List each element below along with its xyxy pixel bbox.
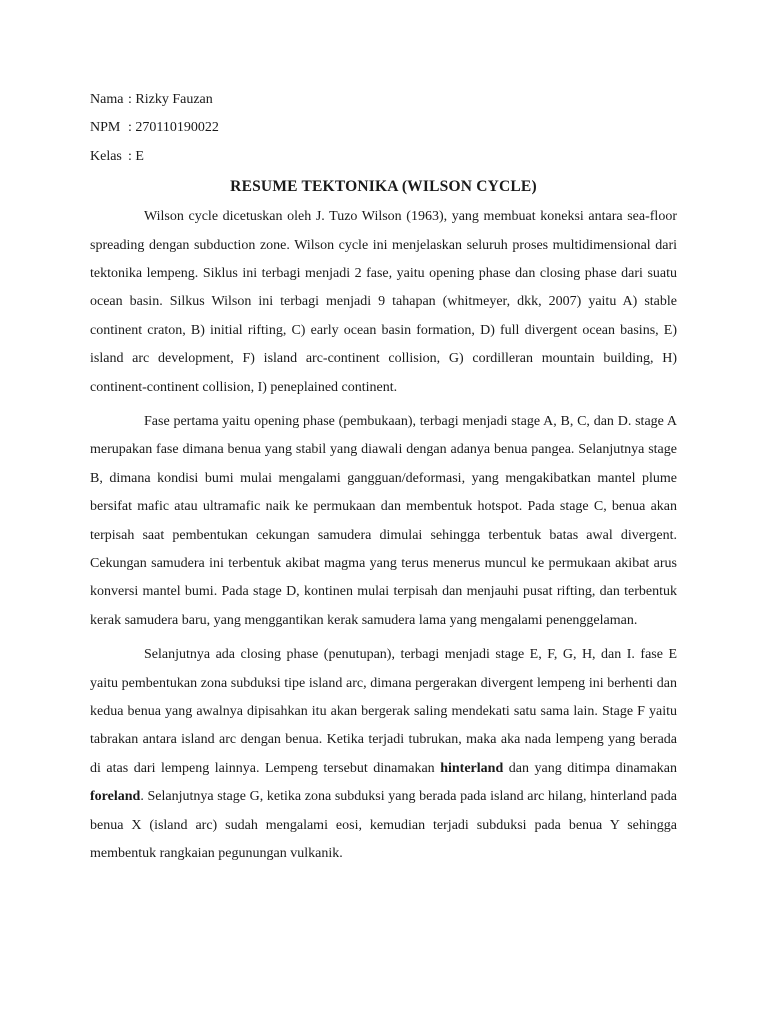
paragraph-closing-text-1: Selanjutnya ada closing phase (penutupan), terbagi menjadi stage E, F, G, H, dan I. fase E yaitu pembentukan zona subduksi tipe island arc, dimana pergerakan divergent lempeng ini berhenti dan kedua benua yang awalnya dipisahkan itu akan bergerak saling mendekati satu sama lain. Stage F yaitu tabrakan antara island arc dengan benua. Ketika terjadi tubrukan, maka aka nada lempeng yang berada di atas dari lempeng lainnya. Lempeng tersebut dinamakan: [90, 647, 677, 776]
paragraph-intro: Wilson cycle dicetuskan oleh J. Tuzo Wilson (1963), yang membuat koneksi antara sea-floor spreading dengan subduction zone. Wilson cycle ini menjelaskan seluruh proses multidimensional dari tektonika lempeng. Siklus ini terbagi menjadi 2 fase, yaitu opening phase dan closing phase dari suatu ocean basin. Silkus Wilson ini terbagi menjadi 9 tahapan (whitmeyer, dkk, 2007) yaitu A) stable continent craton, B) initial rifting, C) early ocean basin formation, D) full divergent ocean basins, E) island arc development, F) island arc-continent collision, G) cordilleran mountain building, H) continent-continent collision, I) peneplained continent.: [90, 209, 677, 395]
paragraph-closing-phase: [90, 641, 677, 868]
class-label: Kelas: [90, 148, 122, 164]
class-value: : E: [128, 148, 144, 164]
paragraph-closing-text-2: dan yang ditimpa dinamakan: [503, 760, 677, 776]
term-foreland: foreland: [90, 789, 141, 805]
paragraph-closing-text-3: . Selanjutnya stage G, ketika zona subduksi yang berada pada island arc hilang, hinterland pada benua X (island arc) sudah mengalami eosi, kemudian terjadi subduksi pada benua Y sehingga membentuk rangkaian pegunungan vulkanik.: [90, 789, 677, 862]
npm-value: : 270110190022: [128, 120, 219, 136]
name-value: : Rizky Fauzan: [128, 92, 213, 107]
term-hinterland: hinterland: [440, 760, 504, 776]
paragraph-opening-phase: Fase pertama yaitu opening phase (pembukaan), terbagi menjadi stage A, B, C, dan D. stage A merupakan fase dimana benua yang stabil yang diawali dengan adanya benua pangea. Selanjutnya stage B, dimana kondisi bumi mulai mengalami gangguan/deformasi, yang mengakibatkan mantel plume bersifat mafic atau ultramafic naik ke permukaan dan membentuk hotspot. Pada stage C, benua akan terpisah saat pembentukan cekungan samudera dimulai sehingga terbentuk batas awal divergent. Cekungan samudera ini terbentuk akibat magma yang terus menerus muncul ke permukaan akibat arus konversi mantel bumi. Pada stage D, kontinen mulai terpisah dan menjauhi pusat rifting, dan terbentuk kerak samudera baru, yang menggantikan kerak samudera lama yang mengalami penenggelaman.: [90, 414, 677, 628]
document-page: [90, 86, 677, 875]
student-class-row: [90, 143, 677, 171]
student-name-row: [90, 86, 677, 114]
name-label: Nama: [90, 92, 124, 107]
student-npm-row: [90, 114, 677, 142]
document-title: RESUME TEKTONIKA (WILSON CYCLE): [230, 178, 537, 196]
npm-label: NPM: [90, 120, 121, 136]
